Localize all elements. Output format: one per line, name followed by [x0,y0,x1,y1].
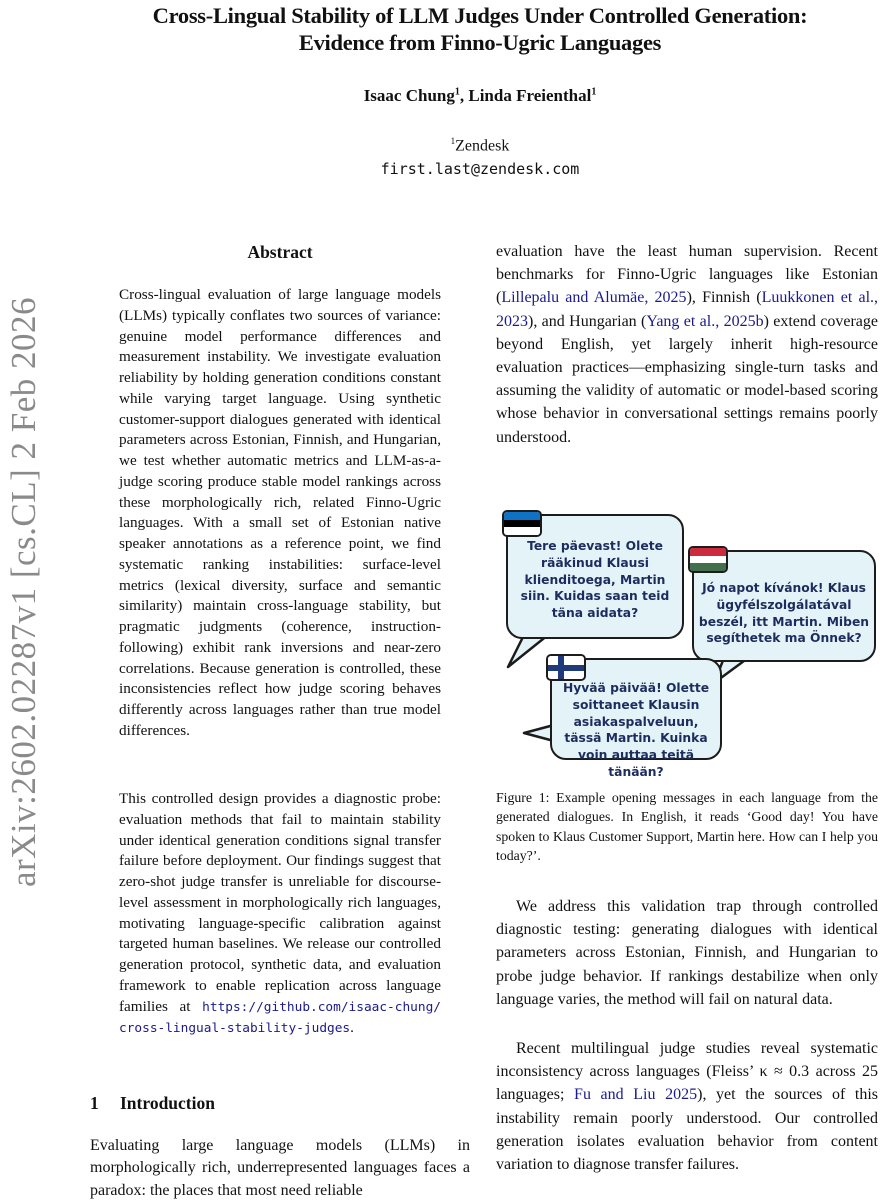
speech-bubble-hungarian [692,550,876,662]
abstract-paragraph-2-text: This controlled design provides a diagnostic probe: evaluation methods that fail to maintain stability under identical generation conditions signal transfer failure before deployment. Our findings suggest that zero-shot judge transfer is unreliable for discourse-level assessment in morphologically rich languages, motivating language-specific calibration against targeted human baselines. We release our controlled generation protocol, synthetic data, and evaluation framework to enable replication across language families at [119,790,441,1015]
author-name: Isaac Chung [363,86,455,105]
paragraph-text: ) extend coverage beyond English, yet largely inherit high-resource evaluation practices—emphasizing single-turn tasks and assuming the validity of automatic or model-based scoring whose behavior in conversational settings remains poorly understood. [496,312,878,446]
citation-link[interactable]: Lillepalu and Alumäe, 2025 [501,289,687,307]
finland-flag-icon [546,654,586,681]
finnish-greeting-text: Hyvää päivää! Olette soittaneet Klausin asiakaspalveluun, tässä Martin. Kuinka voin auttaa teitä tänään? [562,681,710,779]
affiliation [80,136,880,155]
right-column-paragraph-3 [496,1037,878,1176]
paper-title-block [80,2,880,56]
paragraph-text: evaluation have the least human supervision. Recent benchmarks for Finno-Ugric languages like Estonian ( [496,243,878,307]
estonia-flag-icon [502,510,542,537]
author-list [80,86,880,106]
github-repo-link[interactable]: https://github.com/isaac-chung/ cross-lingual-stability-judges [119,999,441,1037]
author-separator: , [459,86,469,105]
hungarian-greeting-text: Jó napot kívánok! Klaus ügyfélszolgálatával beszél, itt Martin. Miben segíthetek ma Önnek? [698,581,870,646]
abstract-heading: Abstract [247,242,313,262]
author-affiliation-mark: 1 [454,86,460,98]
affiliation-name: Zendesk [455,137,510,155]
arxiv-stamp-text: arXiv:2602.02287v1 [cs.CL] 2 Feb 2026 [4,296,44,888]
paper-title-line-1: Cross-Lingual Stability of LLM Judges Under Controlled Generation: [152,3,808,28]
paragraph-text: Recent multilingual judge studies reveal systematic inconsistency across languages (Fleiss’ κ ≈ 0.3 across 25 languages; [496,1040,878,1104]
citation-link[interactable]: Fu and Liu 2025 [574,1086,698,1104]
paragraph-text: ), Finnish ( [686,289,762,307]
author-affiliation-mark: 1 [591,86,597,98]
speech-bubble-estonian [506,514,684,639]
citation-link[interactable]: Yang et al., 2025b [646,312,764,330]
hungary-flag-icon [688,546,728,573]
figure-1-speech-bubbles [496,505,878,779]
author-name: Linda Freienthal [468,86,592,105]
paper-title-line-2: Evidence from Finno-Ugric Languages [298,30,662,55]
citation-link[interactable]: Luukkonen et al., 2023 [496,289,879,330]
paper-title [80,2,880,56]
right-column-paragraph-2: We address this validation trap through controlled diagnostic testing: generating dialogues with identical parameters across Estonian, Finnish, and Hungarian to probe judge behavior. If rankings destabilize when only language varies, the method will fail on natural data. [496,898,878,1008]
abstract-paragraph-2-end: . [350,1019,354,1037]
abstract-paragraph-2 [119,789,441,1040]
paragraph-text: ), yet the sources of this instability remain poorly understood. Our controlled generation isolates evaluation behavior from content variation to diagnose transfer failures. [496,1086,879,1174]
section-number: 1 [90,1093,99,1113]
paragraph-text: ), and Hungarian ( [528,312,647,330]
section-title: Introduction [120,1093,215,1113]
arxiv-identifier-stamp [2,282,46,902]
affiliation-mark: 1 [450,136,456,146]
figure-1-caption: Figure 1: Example opening messages in each language from the generated dialogues. In English, it reads ‘Good day! You have spoken to Klaus Customer Support, Martin here. How can I help you today?’. [496,790,878,863]
speech-bubble-finnish [550,658,722,779]
author-email: first.last@zendesk.com [380,160,580,178]
estonian-greeting-text: Tere päevast! Olete rääkinud Klausi klienditoega, Martin siin. Kuidas saan teid täna aidata? [520,539,670,621]
introduction-paragraph-1: Evaluating large language models (LLMs) in morphologically rich, underrepresented languages faces a paradox: the places that most need reliable [90,1137,470,1199]
abstract-paragraph-1: Cross-lingual evaluation of large language models (LLMs) typically conflates two sources of variance: genuine model performance differences and measurement instability. We investigate evaluation reliability by holding generation conditions constant while varying target language. Using synthetic customer-support dialogues generated with identical parameters across Estonian, Finnish, and Hungarian, we test whether automatic metrics and LLM-as-a-judge scoring produce stable model rankings across these morphologically rich, related Finno-Ugric languages. With a small set of Estonian native speaker annotations as a reference point, we find systematic ranking instabilities: surface-level metrics (lexical diversity, surface and semantic similarity) maintain cross-language stability, but pragmatic judgments (coherence, instruction-following) exhibit rank inversions and near-zero correlations. Because generation is controlled, these inconsistencies reflect how judge scoring behaves differently across languages rather than true model differences. [119,286,441,739]
section-heading-introduction [90,1093,215,1114]
right-column-paragraph-1 [496,240,878,449]
